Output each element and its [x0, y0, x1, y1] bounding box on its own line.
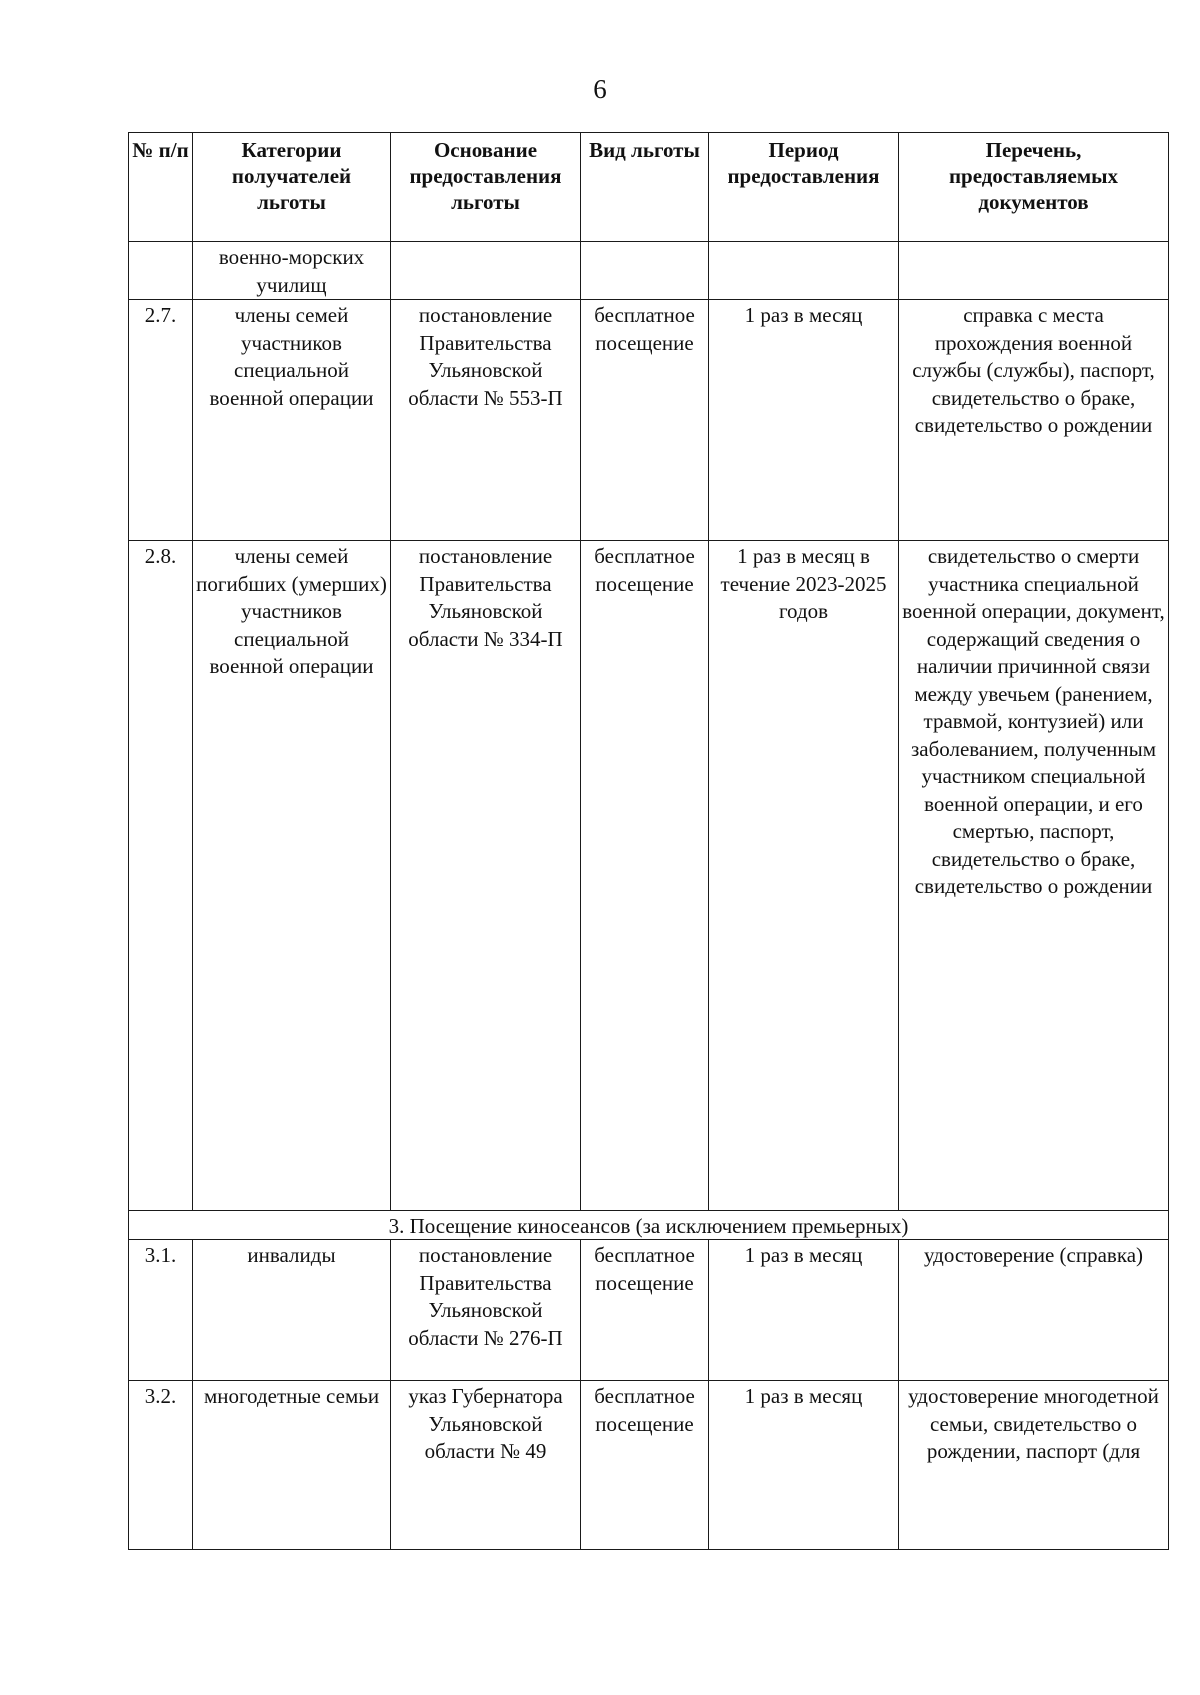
- cell-basis: постановление Правительства Ульяновской области № 276-П: [391, 1240, 581, 1381]
- cell-benefit-type: бесплатное посещение: [581, 300, 709, 541]
- cell-category: инвалиды: [193, 1240, 391, 1381]
- cell-period: 1 раз в месяц в течение 2023-2025 годов: [709, 541, 899, 1211]
- table-row: [129, 1381, 1169, 1550]
- header-benefit-type: Вид льготы: [581, 133, 709, 242]
- cell-category: многодетные семьи: [193, 1381, 391, 1550]
- table-row: [129, 541, 1169, 1211]
- cell-documents: удостоверение (справка): [899, 1240, 1169, 1381]
- cell-period: 1 раз в месяц: [709, 1381, 899, 1550]
- benefits-table: [128, 132, 1169, 1550]
- cell-benefit-type: бесплатное посещение: [581, 1381, 709, 1550]
- cell-documents: свидетельство о смерти участника специальной военной операции, документ, содержащий сведения о наличии причинной связи между увечьем (ранением, травмой, контузией) или заболеванием, полученным участником специальной военной операции, и его смертью, паспорт, свидетельство о браке, свидетельство о рождении: [899, 541, 1169, 1211]
- cell-period: 1 раз в месяц: [709, 300, 899, 541]
- header-period: Период предоставления: [709, 133, 899, 242]
- header-documents: Перечень, предоставляемых документов: [899, 133, 1169, 242]
- cell-category: члены семей погибших (умерших) участников специальной военной операции: [193, 541, 391, 1211]
- table-row-continued: [129, 242, 1169, 300]
- cell-number: 2.7.: [129, 300, 193, 541]
- cell-documents: справка с места прохождения военной службы (службы), паспорт, свидетельство о браке, свидетельство о рождении: [899, 300, 1169, 541]
- cell-number: 3.2.: [129, 1381, 193, 1550]
- table-header-row: [129, 133, 1169, 242]
- header-category: Категории получателей льготы: [193, 133, 391, 242]
- cell-category: члены семей участников специальной военной операции: [193, 300, 391, 541]
- cell-basis: указ Губернатора Ульяновской области № 49: [391, 1381, 581, 1550]
- cell-category: военно-морских училищ: [193, 242, 391, 300]
- cell-number: 2.8.: [129, 541, 193, 1211]
- cell-basis: постановление Правительства Ульяновской области № 553-П: [391, 300, 581, 541]
- page-number: 6: [593, 74, 607, 104]
- cell-period: 1 раз в месяц: [709, 1240, 899, 1381]
- cell-benefit-type: бесплатное посещение: [581, 541, 709, 1211]
- cell-documents: удостоверение многодетной семьи, свидетельство о рождении, паспорт (для: [899, 1381, 1169, 1550]
- header-basis: Основание предоставления льготы: [391, 133, 581, 242]
- section-title: 3. Посещение киносеансов (за исключением премьерных): [129, 1211, 1169, 1240]
- cell-number: 3.1.: [129, 1240, 193, 1381]
- cell-basis: постановление Правительства Ульяновской области № 334-П: [391, 541, 581, 1211]
- section-heading-row: [129, 1211, 1169, 1240]
- table-row: [129, 300, 1169, 541]
- header-number: № п/п: [129, 133, 193, 242]
- table-row: [129, 1240, 1169, 1381]
- cell-benefit-type: бесплатное посещение: [581, 1240, 709, 1381]
